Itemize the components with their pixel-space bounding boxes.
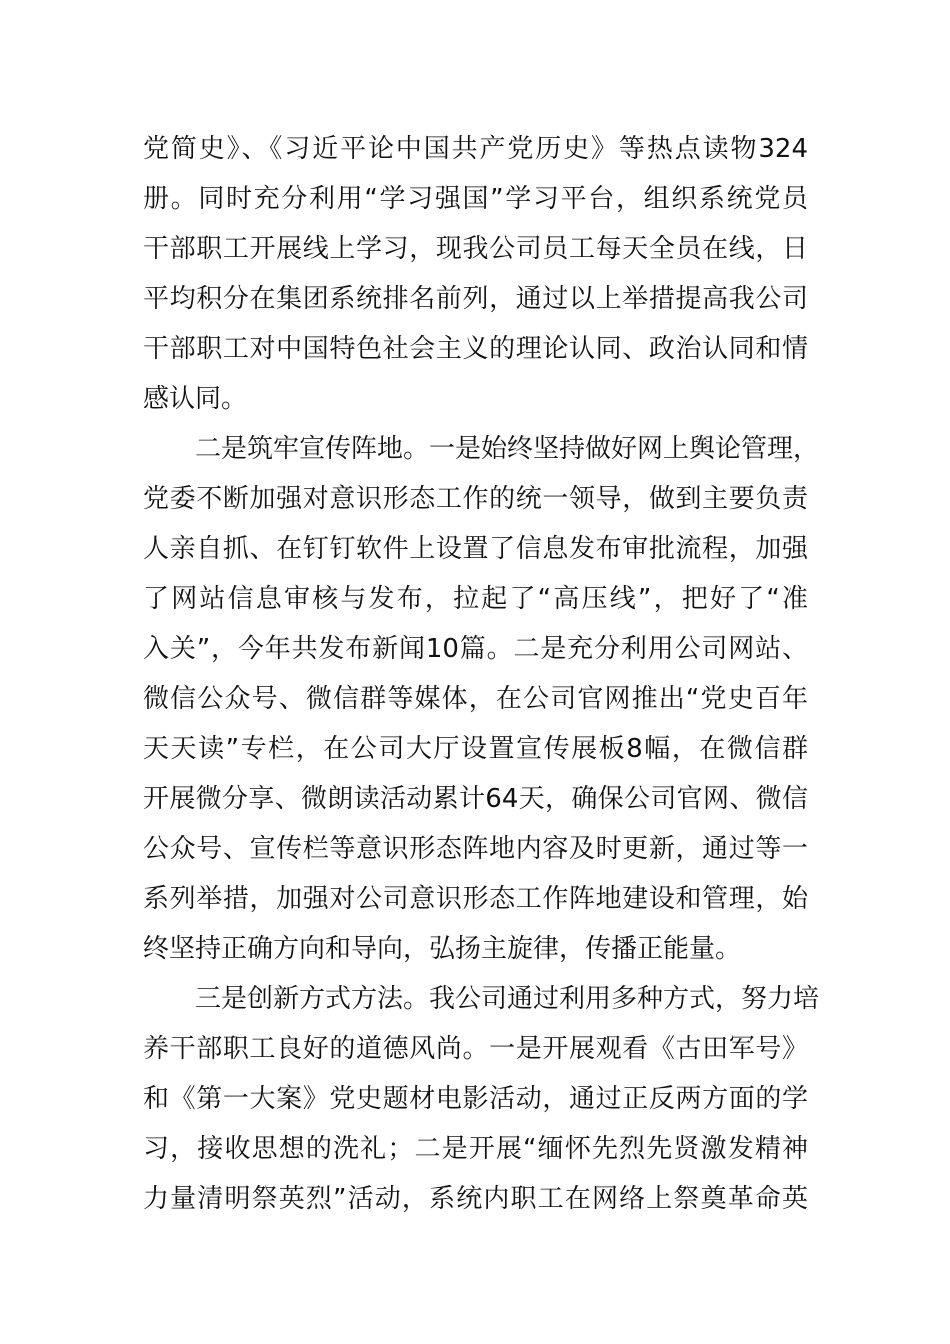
text-line: 干部职工对中国特色社会主义的理论认同、政治认同和情	[143, 334, 808, 364]
text-line: 册。同时充分利用“学习强国”学习平台，组织系统党员	[143, 184, 808, 214]
text-line: 人亲自抓、在钉钉软件上设置了信息发布审批流程，加强	[143, 534, 808, 564]
text-line: 三是创新方式方法。我公司通过利用多种方式，努力培	[195, 984, 820, 1014]
text-line: 感认同。	[143, 384, 248, 414]
paragraph-2	[143, 424, 820, 974]
text-line: 党简史》、《习近平论中国共产党历史》等热点读物324	[143, 134, 808, 164]
text-line: 开展微分享、微朗读活动累计64天，确保公司官网、微信	[143, 784, 808, 814]
paragraph-1	[143, 124, 808, 424]
document-body	[143, 124, 820, 1224]
text-line: 平均积分在集团系统排名前列，通过以上举措提高我公司	[143, 284, 808, 314]
paragraph-3	[143, 974, 820, 1224]
text-line: 终坚持正确方向和导向，弘扬主旋律，传播正能量。	[143, 934, 742, 964]
text-line: 入关”，今年共发布新闻10篇。二是充分利用公司网站、	[143, 634, 808, 664]
text-line: 天天读”专栏，在公司大厅设置宣传展板8幅，在微信群	[143, 734, 808, 764]
text-line: 党委不断加强对意识形态工作的统一领导，做到主要负责	[143, 484, 808, 514]
text-line: 二是筑牢宣传阵地。一是始终坚持做好网上舆论管理，	[195, 434, 820, 464]
text-line: 了网站信息审核与发布，拉起了“高压线”，把好了“准	[143, 584, 808, 614]
text-line: 系列举措，加强对公司意识形态工作阵地建设和管理，始	[143, 884, 808, 914]
text-line: 公众号、宣传栏等意识形态阵地内容及时更新，通过等一	[143, 834, 808, 864]
text-line: 微信公众号、微信群等媒体，在公司官网推出“党史百年	[143, 684, 808, 714]
text-line: 习，接收思想的洗礼；二是开展“缅怀先烈先贤激发精神	[143, 1134, 808, 1164]
text-line: 干部职工开展线上学习，现我公司员工每天全员在线，日	[143, 234, 808, 264]
text-line: 和《第一大案》党史题材电影活动，通过正反两方面的学	[143, 1084, 808, 1114]
text-line: 养干部职工良好的道德风尚。一是开展观看《古田军号》	[143, 1034, 808, 1064]
text-line: 力量清明祭英烈”活动，系统内职工在网络上祭奠革命英	[143, 1184, 808, 1214]
